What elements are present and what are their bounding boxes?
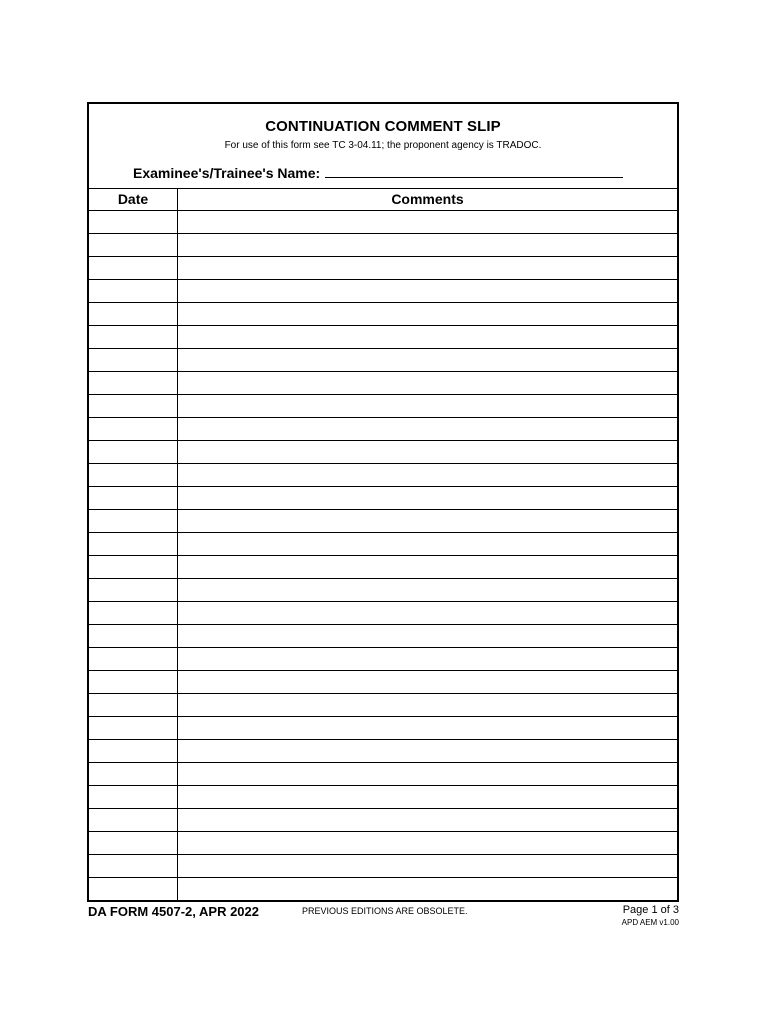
comment-cell[interactable] [178, 763, 677, 785]
comment-cell[interactable] [178, 579, 677, 601]
comment-cell[interactable] [178, 303, 677, 325]
table-row [89, 832, 677, 855]
date-cell[interactable] [89, 441, 178, 463]
date-cell[interactable] [89, 625, 178, 647]
table-row [89, 349, 677, 372]
comment-cell[interactable] [178, 280, 677, 302]
table-row [89, 326, 677, 349]
comment-rows [89, 211, 677, 901]
date-cell[interactable] [89, 510, 178, 532]
table-row [89, 441, 677, 464]
date-column-header: Date [89, 189, 178, 210]
table-row [89, 234, 677, 257]
comment-cell[interactable] [178, 487, 677, 509]
table-row [89, 602, 677, 625]
form-title: CONTINUATION COMMENT SLIP [265, 118, 501, 135]
date-cell[interactable] [89, 234, 178, 256]
date-cell[interactable] [89, 533, 178, 555]
date-cell[interactable] [89, 349, 178, 371]
comment-cell[interactable] [178, 717, 677, 739]
comment-cell[interactable] [178, 418, 677, 440]
date-cell[interactable] [89, 763, 178, 785]
date-cell[interactable] [89, 487, 178, 509]
comment-cell[interactable] [178, 694, 677, 716]
comment-cell[interactable] [178, 395, 677, 417]
date-cell[interactable] [89, 878, 178, 901]
date-cell[interactable] [89, 326, 178, 348]
page-number: Page 1 of 3 [622, 904, 679, 916]
date-cell[interactable] [89, 395, 178, 417]
obsolete-note: PREVIOUS EDITIONS ARE OBSOLETE. [302, 906, 468, 916]
date-cell[interactable] [89, 786, 178, 808]
comment-cell[interactable] [178, 257, 677, 279]
table-row [89, 671, 677, 694]
table-row [89, 487, 677, 510]
date-cell[interactable] [89, 464, 178, 486]
comment-cell[interactable] [178, 234, 677, 256]
date-cell[interactable] [89, 211, 178, 233]
comment-cell[interactable] [178, 671, 677, 693]
form-version: APD AEM v1.00 [621, 918, 679, 927]
table-row [89, 556, 677, 579]
date-cell[interactable] [89, 717, 178, 739]
name-row [133, 162, 623, 181]
table-row [89, 395, 677, 418]
table-row [89, 211, 677, 234]
table-row [89, 855, 677, 878]
table-row [89, 280, 677, 303]
name-label: Examinee's/Trainee's Name: [133, 165, 321, 181]
table-row [89, 625, 677, 648]
table-row [89, 510, 677, 533]
date-cell[interactable] [89, 303, 178, 325]
form-header [89, 104, 677, 189]
table-row [89, 648, 677, 671]
date-cell[interactable] [89, 556, 178, 578]
comment-cell[interactable] [178, 625, 677, 647]
comment-cell[interactable] [178, 464, 677, 486]
table-row [89, 372, 677, 395]
form-id: DA FORM 4507-2, APR 2022 [88, 904, 259, 919]
table-row [89, 694, 677, 717]
table-header [89, 189, 677, 211]
table-row [89, 878, 677, 901]
comment-cell[interactable] [178, 809, 677, 831]
comment-cell[interactable] [178, 211, 677, 233]
table-row [89, 579, 677, 602]
comment-cell[interactable] [178, 786, 677, 808]
date-cell[interactable] [89, 372, 178, 394]
comment-cell[interactable] [178, 648, 677, 670]
table-row [89, 763, 677, 786]
table-row [89, 809, 677, 832]
table-row [89, 418, 677, 441]
comment-cell[interactable] [178, 855, 677, 877]
date-cell[interactable] [89, 832, 178, 854]
table-row [89, 464, 677, 487]
comment-cell[interactable] [178, 602, 677, 624]
comment-cell[interactable] [178, 349, 677, 371]
comments-column-header: Comments [391, 191, 464, 207]
form-subtitle: For use of this form see TC 3-04.11; the proponent agency is TRADOC. [224, 140, 542, 151]
comment-cell[interactable] [178, 372, 677, 394]
date-cell[interactable] [89, 602, 178, 624]
date-cell[interactable] [89, 740, 178, 762]
date-cell[interactable] [89, 257, 178, 279]
date-cell[interactable] [89, 855, 178, 877]
comment-cell[interactable] [178, 510, 677, 532]
comment-cell[interactable] [178, 533, 677, 555]
date-cell[interactable] [89, 809, 178, 831]
table-row [89, 786, 677, 809]
date-cell[interactable] [89, 579, 178, 601]
comment-cell[interactable] [178, 556, 677, 578]
name-field[interactable] [325, 162, 623, 178]
table-row [89, 740, 677, 763]
table-row [89, 533, 677, 556]
comment-cell[interactable] [178, 878, 677, 901]
form-frame [87, 102, 679, 902]
comment-cell[interactable] [178, 441, 677, 463]
comment-cell[interactable] [178, 832, 677, 854]
date-cell[interactable] [89, 648, 178, 670]
table-row [89, 717, 677, 740]
comment-cell[interactable] [178, 740, 677, 762]
date-cell[interactable] [89, 418, 178, 440]
table-row [89, 257, 677, 280]
date-cell[interactable] [89, 694, 178, 716]
date-cell[interactable] [89, 280, 178, 302]
comment-cell[interactable] [178, 326, 677, 348]
table-row [89, 303, 677, 326]
date-cell[interactable] [89, 671, 178, 693]
